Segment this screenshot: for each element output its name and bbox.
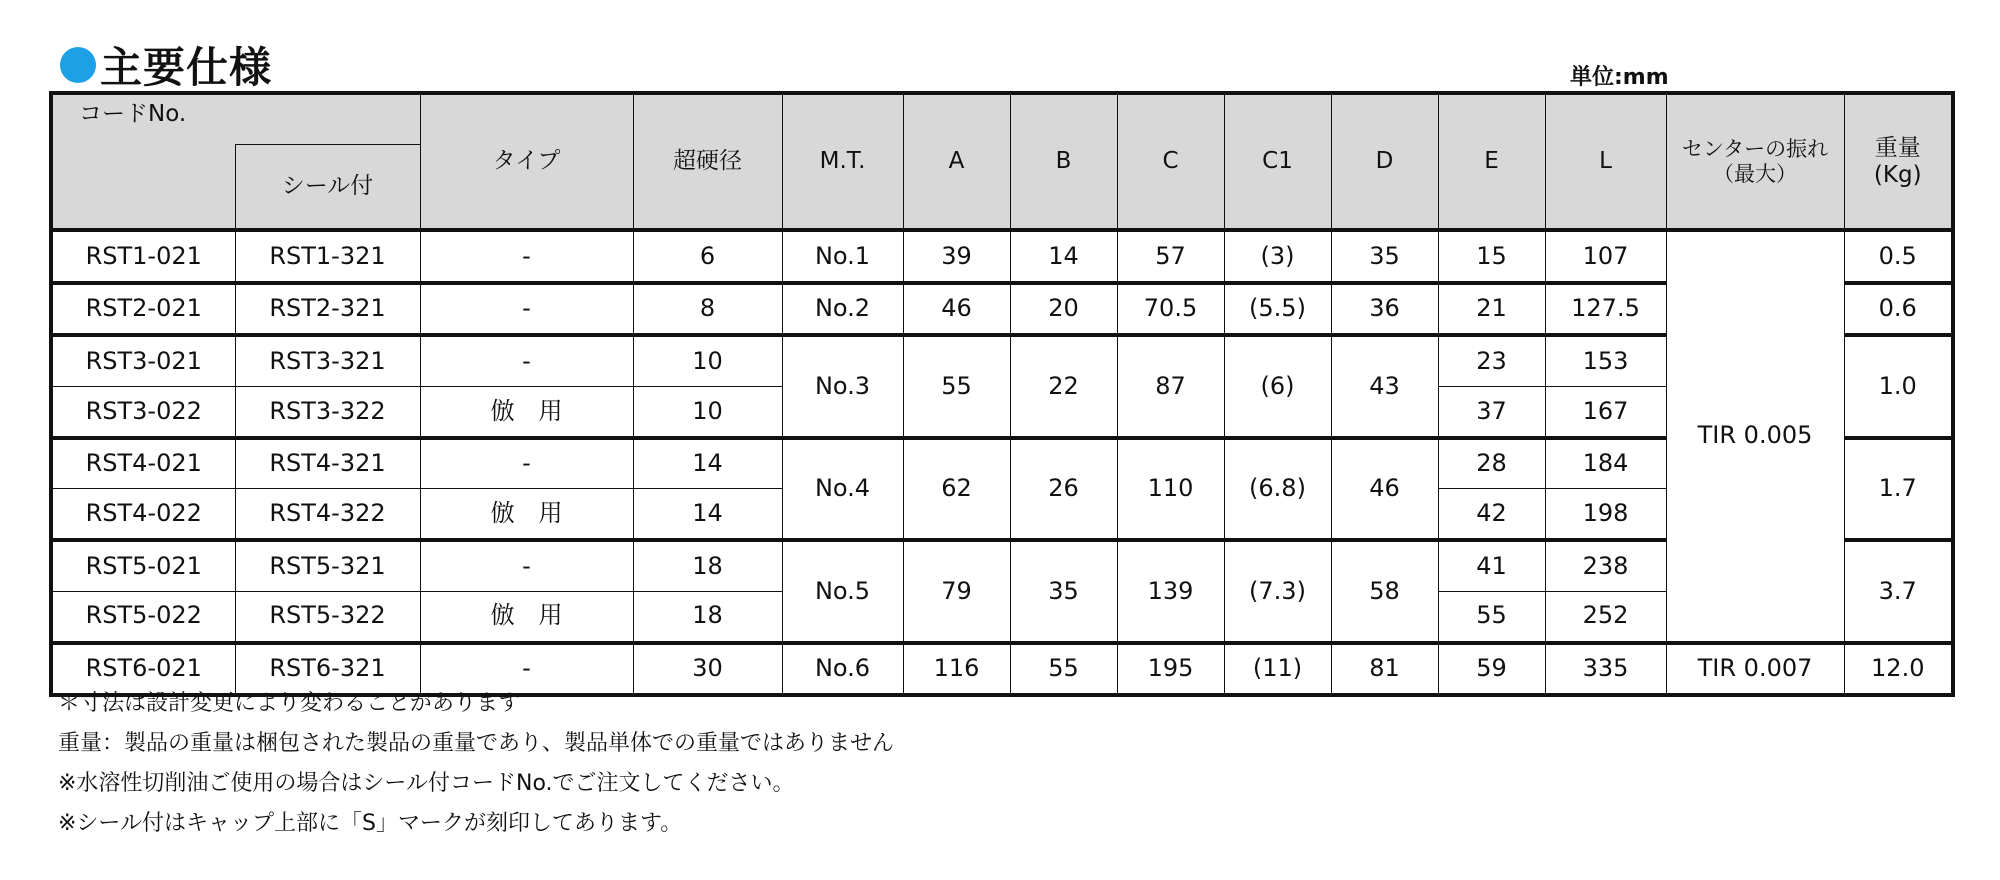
header-a: A bbox=[903, 93, 1010, 230]
cell-e: 28 bbox=[1438, 438, 1545, 489]
cell-d: 58 bbox=[1331, 540, 1438, 642]
cell-type: 倣 用 bbox=[420, 489, 633, 540]
bullet-circle-icon bbox=[60, 47, 96, 83]
header-d: D bbox=[1331, 93, 1438, 230]
cell-carbide: 14 bbox=[633, 489, 782, 540]
unit-label: 単位:mm bbox=[1570, 65, 1669, 90]
cell-code: RST3-022 bbox=[51, 387, 235, 438]
section-title-text: 主要仕様 bbox=[100, 43, 273, 92]
cell-mt: No.1 bbox=[782, 230, 903, 283]
cell-a: 39 bbox=[903, 230, 1010, 283]
cell-b: 35 bbox=[1010, 540, 1117, 642]
cell-type: 倣 用 bbox=[420, 591, 633, 642]
cell-weight: 1.0 bbox=[1844, 335, 1953, 437]
note-item: ＊寸法は設計変更により変わることがあります bbox=[58, 691, 521, 716]
cell-d: 35 bbox=[1331, 230, 1438, 283]
cell-code: RST4-021 bbox=[51, 438, 235, 489]
cell-e: 21 bbox=[1438, 283, 1545, 336]
cell-mt: No.5 bbox=[782, 540, 903, 642]
cell-c: 57 bbox=[1117, 230, 1224, 283]
cell-seal: RST3-322 bbox=[235, 387, 420, 438]
cell-mt: No.4 bbox=[782, 438, 903, 540]
cell-carbide: 8 bbox=[633, 283, 782, 336]
header-code-no: コードNo. bbox=[51, 93, 420, 145]
cell-d: 81 bbox=[1331, 643, 1438, 696]
cell-mt: No.6 bbox=[782, 643, 903, 696]
cell-type: - bbox=[420, 540, 633, 591]
cell-l: 153 bbox=[1545, 335, 1666, 386]
cell-l: 335 bbox=[1545, 643, 1666, 696]
cell-seal: RST1-321 bbox=[235, 230, 420, 283]
cell-l: 107 bbox=[1545, 230, 1666, 283]
cell-e: 37 bbox=[1438, 387, 1545, 438]
cell-type: - bbox=[420, 438, 633, 489]
cell-code: RST2-021 bbox=[51, 283, 235, 336]
header-seal: シール付 bbox=[235, 145, 420, 231]
cell-b: 20 bbox=[1010, 283, 1117, 336]
cell-carbide: 6 bbox=[633, 230, 782, 283]
cell-carbide: 10 bbox=[633, 387, 782, 438]
notes bbox=[58, 684, 894, 844]
cell-code: RST5-021 bbox=[51, 540, 235, 591]
cell-type: - bbox=[420, 230, 633, 283]
cell-l: 198 bbox=[1545, 489, 1666, 540]
cell-a: 62 bbox=[903, 438, 1010, 540]
cell-code: RST3-021 bbox=[51, 335, 235, 386]
cell-carbide: 18 bbox=[633, 591, 782, 642]
cell-c: 70.5 bbox=[1117, 283, 1224, 336]
cell-weight: 0.6 bbox=[1844, 283, 1953, 336]
header-mt: M.T. bbox=[782, 93, 903, 230]
cell-b: 22 bbox=[1010, 335, 1117, 437]
header-weight bbox=[1844, 93, 1953, 230]
cell-a: 116 bbox=[903, 643, 1010, 696]
cell-code: RST1-021 bbox=[51, 230, 235, 283]
cell-a: 79 bbox=[903, 540, 1010, 642]
header-b: B bbox=[1010, 93, 1117, 230]
cell-c1: (6) bbox=[1224, 335, 1331, 437]
header-runout-line2: （最大） bbox=[1713, 161, 1797, 186]
header-runout bbox=[1666, 93, 1844, 230]
cell-seal: RST4-321 bbox=[235, 438, 420, 489]
cell-b: 26 bbox=[1010, 438, 1117, 540]
cell-weight: 1.7 bbox=[1844, 438, 1953, 540]
cell-c1: (11) bbox=[1224, 643, 1331, 696]
cell-code: RST4-022 bbox=[51, 489, 235, 540]
cell-seal: RST4-322 bbox=[235, 489, 420, 540]
cell-mt: No.2 bbox=[782, 283, 903, 336]
cell-carbide: 10 bbox=[633, 335, 782, 386]
cell-runout: TIR 0.005 bbox=[1666, 230, 1844, 643]
cell-e: 23 bbox=[1438, 335, 1545, 386]
header-runout-line1: センターの振れ bbox=[1681, 137, 1829, 162]
cell-c: 139 bbox=[1117, 540, 1224, 642]
note-item: ※シール付はキャップ上部に「S」マークが刻印してあります。 bbox=[58, 811, 683, 836]
cell-seal: RST5-322 bbox=[235, 591, 420, 642]
header-weight-line1: 重量 bbox=[1874, 135, 1921, 162]
cell-e: 41 bbox=[1438, 540, 1545, 591]
cell-b: 55 bbox=[1010, 643, 1117, 696]
table-row bbox=[51, 230, 1953, 283]
cell-type: - bbox=[420, 643, 633, 696]
header-carbide: 超硬径 bbox=[633, 93, 782, 230]
cell-b: 14 bbox=[1010, 230, 1117, 283]
header-e: E bbox=[1438, 93, 1545, 230]
section-title bbox=[60, 42, 273, 92]
cell-c: 110 bbox=[1117, 438, 1224, 540]
cell-e: 15 bbox=[1438, 230, 1545, 283]
cell-e: 59 bbox=[1438, 643, 1545, 696]
cell-l: 167 bbox=[1545, 387, 1666, 438]
cell-c1: (6.8) bbox=[1224, 438, 1331, 540]
cell-e: 55 bbox=[1438, 591, 1545, 642]
cell-l: 252 bbox=[1545, 591, 1666, 642]
cell-seal: RST5-321 bbox=[235, 540, 420, 591]
cell-c1: (7.3) bbox=[1224, 540, 1331, 642]
cell-d: 43 bbox=[1331, 335, 1438, 437]
cell-seal: RST6-321 bbox=[235, 643, 420, 696]
cell-c: 195 bbox=[1117, 643, 1224, 696]
cell-d: 46 bbox=[1331, 438, 1438, 540]
cell-weight: 12.0 bbox=[1844, 643, 1953, 696]
header-c: C bbox=[1117, 93, 1224, 230]
cell-carbide: 30 bbox=[633, 643, 782, 696]
header-c1: C1 bbox=[1224, 93, 1331, 230]
cell-mt: No.3 bbox=[782, 335, 903, 437]
cell-a: 55 bbox=[903, 335, 1010, 437]
cell-e: 42 bbox=[1438, 489, 1545, 540]
note-item: ※水溶性切削油ご使用の場合はシール付コードNo.でご注文してください。 bbox=[58, 771, 795, 796]
header-type: タイプ bbox=[420, 93, 633, 230]
note-item: 重量：製品の重量は梱包された製品の重量であり、製品単体での重量ではありません bbox=[58, 731, 895, 756]
cell-l: 127.5 bbox=[1545, 283, 1666, 336]
cell-weight: 0.5 bbox=[1844, 230, 1953, 283]
cell-type: - bbox=[420, 335, 633, 386]
cell-seal: RST2-321 bbox=[235, 283, 420, 336]
header-code-blank bbox=[51, 145, 235, 231]
cell-code: RST6-021 bbox=[51, 643, 235, 696]
cell-carbide: 18 bbox=[633, 540, 782, 591]
cell-type: - bbox=[420, 283, 633, 336]
spec-table bbox=[49, 91, 1955, 697]
cell-weight: 3.7 bbox=[1844, 540, 1953, 642]
cell-c1: (3) bbox=[1224, 230, 1331, 283]
cell-seal: RST3-321 bbox=[235, 335, 420, 386]
cell-c: 87 bbox=[1117, 335, 1224, 437]
cell-l: 238 bbox=[1545, 540, 1666, 591]
header-l: L bbox=[1545, 93, 1666, 230]
cell-a: 46 bbox=[903, 283, 1010, 336]
cell-runout: TIR 0.007 bbox=[1666, 643, 1844, 696]
cell-type: 倣 用 bbox=[420, 387, 633, 438]
cell-l: 184 bbox=[1545, 438, 1666, 489]
cell-code: RST5-022 bbox=[51, 591, 235, 642]
cell-carbide: 14 bbox=[633, 438, 782, 489]
cell-d: 36 bbox=[1331, 283, 1438, 336]
cell-c1: (5.5) bbox=[1224, 283, 1331, 336]
header-weight-line2: (Kg) bbox=[1873, 161, 1922, 188]
